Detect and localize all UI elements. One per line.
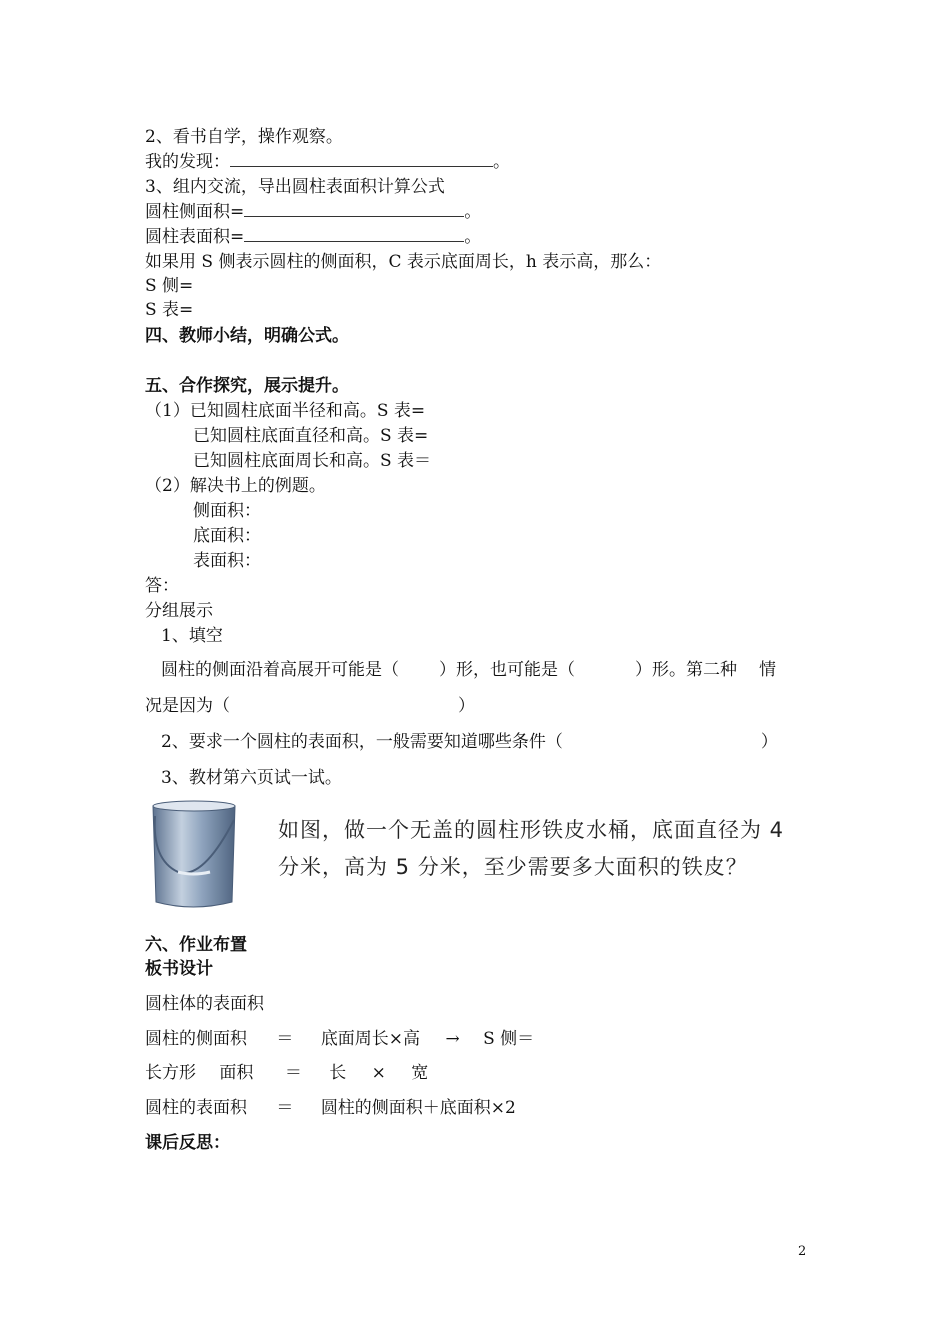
group-display: 分组展示 <box>145 601 213 621</box>
surface-area-line <box>145 225 481 249</box>
board-r2-c2: 面积 <box>219 1063 254 1083</box>
lateral-area-label: 圆柱侧面积= <box>145 202 245 222</box>
board-row-lateral <box>145 1027 534 1051</box>
item-2-line <box>161 730 778 754</box>
board-r3-c2: 圆柱的侧面积＋底面积×2 <box>320 1098 516 1118</box>
my-discovery-end: 。 <box>493 152 510 172</box>
step-group-exchange: 3、组内交流，导出圆柱表面积计算公式 <box>145 177 445 197</box>
fill-text-f: ） <box>458 696 475 716</box>
step-read-book: 2、看书自学，操作观察。 <box>145 127 343 147</box>
board-title: 圆柱体的表面积 <box>145 994 264 1014</box>
board-row-rectangle <box>145 1061 428 1085</box>
q1-diameter: 已知圆柱底面直径和高。S 表= <box>193 426 429 446</box>
reflection-heading: 课后反思： <box>145 1133 230 1153</box>
item-2-text: 2、要求一个圆柱的表面积，一般需要知道哪些条件（ <box>161 732 563 752</box>
fill-text-e: 况是因为（ <box>145 696 230 716</box>
board-r1-eq: ＝ <box>276 1029 294 1049</box>
board-r2-c4: 宽 <box>411 1063 429 1083</box>
item-3-line: 3、教材第六页试一试。 <box>161 768 342 788</box>
section-5-heading: 五、合作探究，展示提升。 <box>145 376 349 396</box>
s-surface-formula: S 表= <box>145 300 194 320</box>
q1-radius: （1）已知圆柱底面半径和高。S 表= <box>145 401 426 421</box>
notation-sentence: 如果用 S 侧表示圆柱的侧面积，C 表示底面周长，h 表示高，那么： <box>145 252 662 272</box>
fill-text-c: ）形。第二种 <box>635 660 737 680</box>
lateral-area-blank[interactable] <box>244 200 464 217</box>
board-heading: 板书设计 <box>145 959 213 979</box>
s-lateral-formula: S 侧= <box>145 276 194 296</box>
board-r3-eq: ＝ <box>276 1098 294 1118</box>
q2-surface: 表面积： <box>193 551 261 571</box>
example-figure <box>148 800 788 915</box>
section-6-heading: 六、作业布置 <box>145 935 247 955</box>
fill-title: 1、填空 <box>161 626 223 646</box>
surface-area-label: 圆柱表面积= <box>145 227 245 247</box>
q2-base: 底面积： <box>193 526 261 546</box>
item-2-close: ） <box>760 732 778 752</box>
board-r2-c3: 长 <box>329 1063 347 1083</box>
board-r1-c3: S 侧＝ <box>483 1029 535 1049</box>
lateral-area-line <box>145 200 481 224</box>
fill-text-a: 圆柱的侧面沿着高展开可能是（ <box>161 660 399 680</box>
page-number: 2 <box>798 1244 807 1259</box>
my-discovery-blank[interactable] <box>230 150 493 167</box>
board-r2-c1: 长方形 <box>145 1063 196 1083</box>
board-r1-c1: 圆柱的侧面积 <box>145 1029 247 1049</box>
section-4-heading: 四、教师小结，明确公式。 <box>145 326 349 346</box>
fill-text-d: 情 <box>759 660 776 680</box>
surface-area-blank[interactable] <box>244 225 464 242</box>
board-r1-c2: 底面周长×高 <box>320 1029 421 1049</box>
fill-question-line1 <box>161 658 776 682</box>
bucket-icon <box>148 800 248 915</box>
fill-text-b: ）形，也可能是（ <box>439 660 575 680</box>
board-r2-times: × <box>371 1063 386 1083</box>
board-row-surface <box>145 1096 516 1120</box>
board-r2-eq: ＝ <box>284 1063 302 1083</box>
lateral-area-end: 。 <box>464 202 482 222</box>
answer-label: 答： <box>145 576 179 596</box>
surface-area-end: 。 <box>464 227 482 247</box>
fill-question-line2 <box>145 694 475 718</box>
board-r1-arrow: → <box>445 1029 460 1049</box>
q1-circumference: 已知圆柱底面周长和高。S 表＝ <box>193 451 432 471</box>
my-discovery-line <box>145 150 510 174</box>
q2-example: （2）解决书上的例题。 <box>145 476 326 496</box>
bucket-problem-text: 如图，做一个无盖的圆柱形铁皮水桶，底面直径为 4 分米，高为 5 分米，至少需要多大面积的铁皮？ <box>278 818 785 879</box>
board-r3-c1: 圆柱的表面积 <box>145 1098 247 1118</box>
my-discovery-label: 我的发现： <box>145 152 230 172</box>
q2-lateral: 侧面积： <box>193 501 261 521</box>
